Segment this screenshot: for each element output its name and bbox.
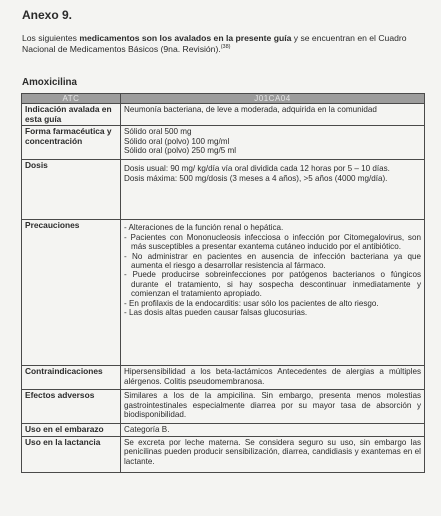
drug-info-table — [21, 93, 425, 473]
value-efectos: Similares a los de la ampicilina. Sin embargo, presenta menos molestias gastrointestinales especialmente diarrea por su mayor tasa de absorción y biodisponibilidad. — [121, 390, 425, 424]
value-lactancia: Se excreta por leche materna. Se considera seguro su uso, sin embargo las penicilinas pueden producir sensibilización, diarrea, candidiasis y exantemas en el lactante. — [121, 436, 425, 472]
header-atc: ATC — [22, 94, 121, 104]
intro-reference: (38) — [220, 43, 231, 50]
label-forma: Forma farmacéutica y concentración — [22, 126, 121, 160]
annex-title: Anexo 9. — [22, 8, 73, 22]
label-embarazo: Uso en el embarazo — [22, 424, 121, 436]
list-item: - No administrar en pacientes en ausencia de infección bacteriana ya que aumenta el riesgo a desarrollar resistencia al fármaco. — [124, 252, 421, 271]
forma-line: Sólido oral (polvo) 100 mg/ml — [124, 136, 230, 146]
row-lactancia — [22, 436, 425, 472]
list-item: - En profilaxis de la endocarditis: usar sólo los pacientes de alto riesgo. — [124, 299, 421, 308]
row-precauciones — [22, 220, 425, 366]
list-item: - Pacientes con Mononucleosis infecciosa o infección por Citomegalovirus, son más susceptibles a presentar exantema cutáneo inducido por el antibiótico. — [124, 233, 421, 252]
precauciones-list — [124, 223, 421, 317]
list-item: - Las dosis altas pueden causar falsas glucosurias. — [124, 308, 421, 317]
intro-text-bold: medicamentos son los avalados en la presente guía — [79, 33, 292, 43]
label-contraindicaciones: Contraindicaciones — [22, 366, 121, 390]
table-header-row — [22, 94, 425, 104]
header-atc-code: J01CA04 — [121, 94, 425, 104]
value-embarazo: Categoría B. — [121, 424, 425, 436]
row-forma — [22, 126, 425, 160]
list-item: - Alteraciones de la función renal o hepática. — [124, 223, 421, 232]
drug-name: Amoxicilina — [22, 77, 77, 88]
row-contraindicaciones — [22, 366, 425, 390]
label-dosis: Dosis — [22, 160, 121, 220]
row-dosis — [22, 160, 425, 220]
label-precauciones: Precauciones — [22, 220, 121, 366]
value-dosis — [121, 160, 425, 220]
value-contraindicaciones: Hipersensibilidad a los beta-lactámicos Antecedentes de alergias a múltiples alérgenos. Colitis pseudomembranosa. — [121, 366, 425, 390]
value-indicacion: Neumonía bacteriana, de leve a moderada, adquirida en la comunidad — [121, 104, 425, 126]
label-indicacion: Indicación avalada en esta guía — [22, 104, 121, 126]
intro-paragraph — [22, 33, 427, 54]
intro-text-end: y se encuentran en el Cuadro Nacional de Medicamentos Básicos (9na. Revisión). — [22, 33, 407, 54]
row-efectos — [22, 390, 425, 424]
label-lactancia: Uso en la lactancia — [22, 436, 121, 472]
value-forma — [121, 126, 425, 160]
list-item: - Puede producirse sobreinfecciones por patógenos bacterianos o fúngicos durante el tratamiento, si hay sospecha descontinuar inmediatamente y comienzan el tratamiento apropiado. — [124, 270, 421, 298]
value-precauciones — [121, 220, 425, 366]
dosis-usual: Dosis usual: 90 mg/ kg/día vía oral dividida cada 12 horas por 5 – 10 días. — [124, 164, 390, 174]
forma-line: Sólido oral 500 mg — [124, 127, 192, 137]
row-embarazo — [22, 424, 425, 436]
forma-line: Sólido oral (polvo) 250 mg/5 ml — [124, 146, 237, 156]
intro-text-start: Los siguientes — [22, 33, 80, 43]
label-efectos: Efectos adversos — [22, 390, 121, 424]
dosis-maxima: Dosis máxima: 500 mg/dosis (3 meses a 4 años), >5 años (4000 mg/día). — [124, 173, 388, 183]
row-indicacion — [22, 104, 425, 126]
